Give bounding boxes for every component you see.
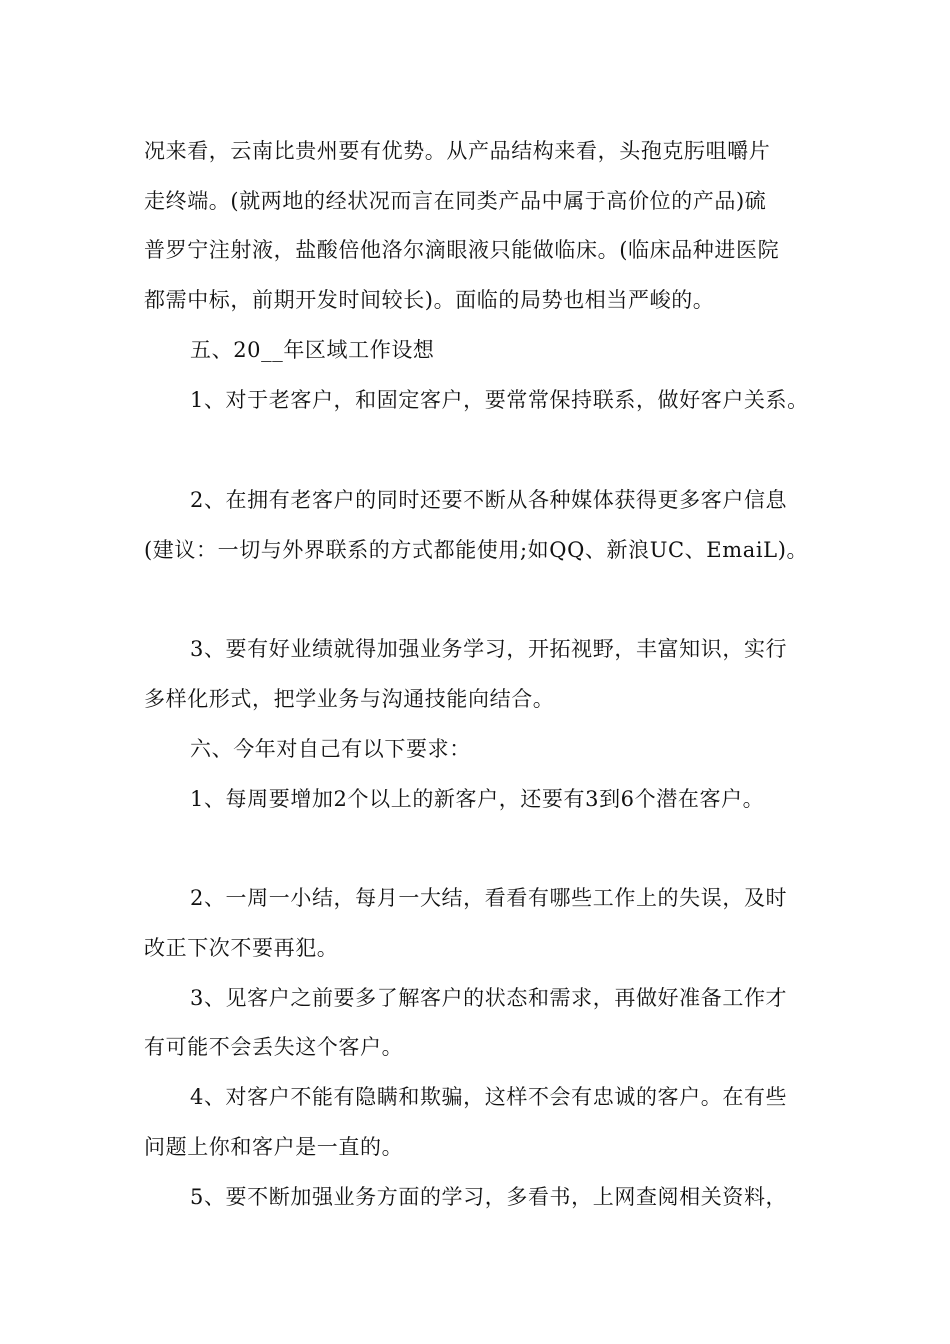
paragraph-line: 多样化形式，把学业务与沟通技能向结合。 bbox=[144, 687, 555, 711]
section-heading: 五、20__年区域工作设想 bbox=[190, 338, 435, 362]
paragraph-line: 况来看，云南比贵州要有优势。从产品结构来看，头孢克肟咀嚼片 bbox=[144, 139, 771, 163]
paragraph-line: 问题上你和客户是一直的。 bbox=[144, 1135, 404, 1159]
paragraph-line: 改正下次不要再犯。 bbox=[144, 936, 339, 960]
paragraph-line: 有可能不会丢失这个客户。 bbox=[144, 1035, 404, 1059]
list-item: 3、要有好业绩就得加强业务学习，开拓视野，丰富知识，实行 bbox=[190, 637, 788, 661]
list-item: 2、在拥有老客户的同时还要不断从各种媒体获得更多客户信息 bbox=[190, 488, 788, 512]
list-item: 4、对客户不能有隐瞒和欺骗，这样不会有忠诚的客户。在有些 bbox=[190, 1085, 788, 1109]
paragraph-line: 都需中标，前期开发时间较长)。面临的局势也相当严峻的。 bbox=[144, 288, 715, 312]
list-item: 1、对于老客户，和固定客户，要常常保持联系，做好客户关系。 bbox=[190, 388, 809, 412]
section-heading: 六、今年对自己有以下要求： bbox=[190, 737, 471, 761]
list-item: 1、每周要增加2个以上的新客户，还要有3到6个潜在客户。 bbox=[190, 787, 765, 811]
paragraph-line: (建议：一切与外界联系的方式都能使用;如QQ、新浪UC、EmaiL)。 bbox=[144, 538, 809, 562]
paragraph-line: 普罗宁注射液，盐酸倍他洛尔滴眼液只能做临床。(临床品种进医院 bbox=[144, 238, 780, 262]
paragraph-line: 走终端。(就两地的经状况而言在同类产品中属于高价位的产品)硫 bbox=[144, 189, 767, 213]
list-item: 2、一周一小结，每月一大结，看看有哪些工作上的失误，及时 bbox=[190, 886, 788, 910]
list-item: 5、要不断加强业务方面的学习，多看书，上网查阅相关资料， bbox=[190, 1185, 788, 1209]
list-item: 3、见客户之前要多了解客户的状态和需求，再做好准备工作才 bbox=[190, 986, 788, 1010]
